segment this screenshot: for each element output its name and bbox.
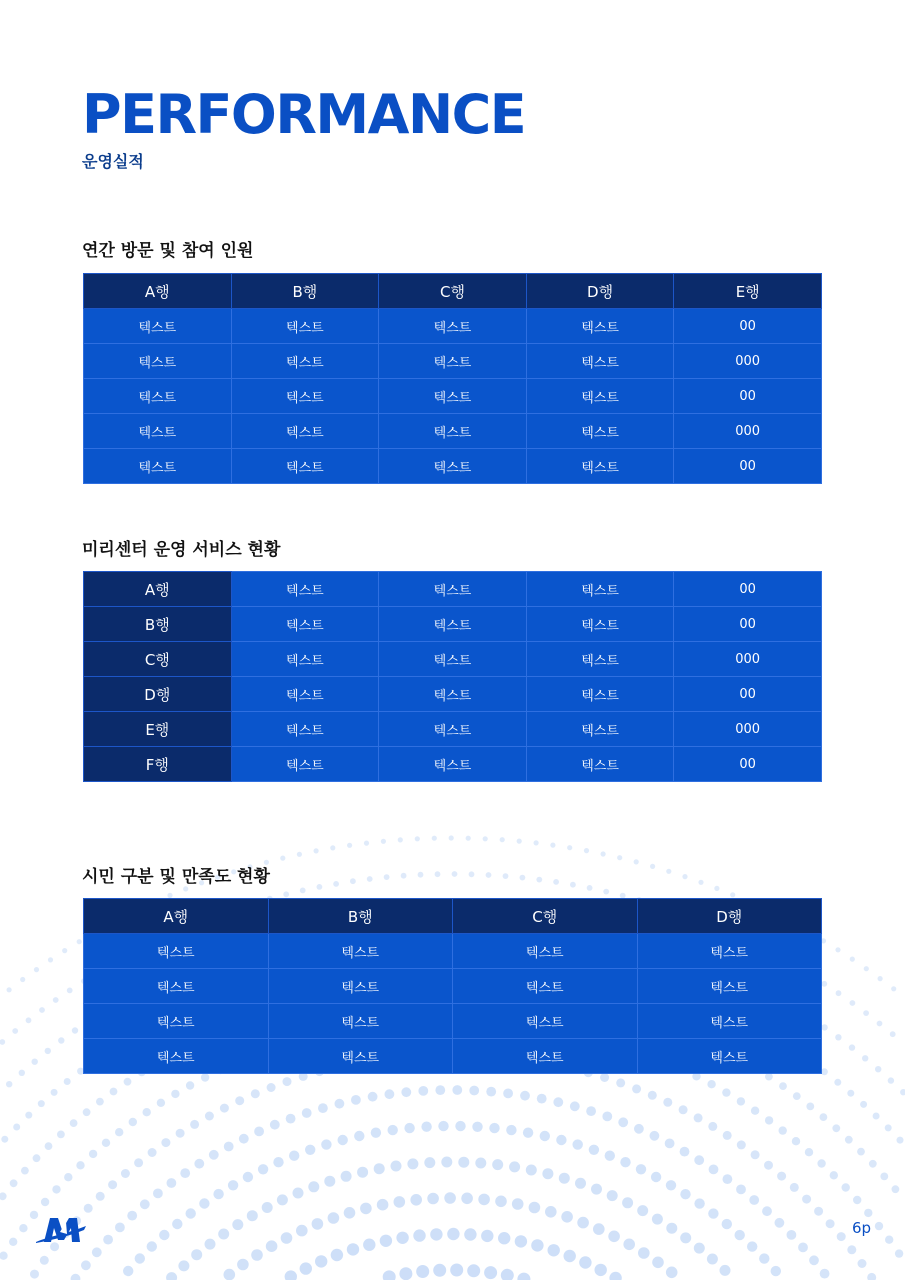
table-cell: 텍스트 <box>526 309 674 344</box>
annual-visitors-table <box>83 273 822 484</box>
table-cell: 텍스트 <box>268 969 453 1004</box>
table-cell: 텍스트 <box>526 414 674 449</box>
table-cell: 00 <box>674 607 822 642</box>
table-row <box>84 379 822 414</box>
table-cell: 텍스트 <box>231 712 379 747</box>
table-cell: 텍스트 <box>526 572 674 607</box>
table-row <box>84 449 822 484</box>
table-cell: 텍스트 <box>84 414 232 449</box>
table-cell: 텍스트 <box>379 449 527 484</box>
table-cell: 00 <box>674 309 822 344</box>
section-title-center-services: 미리센터 운영 서비스 현황 <box>82 540 281 560</box>
table-cell: 00 <box>674 677 822 712</box>
row-header: D행 <box>84 677 232 712</box>
table-cell: 텍스트 <box>379 677 527 712</box>
table-cell: 텍스트 <box>526 747 674 782</box>
table-cell: 텍스트 <box>379 747 527 782</box>
table-row <box>84 1004 822 1039</box>
table-header-row <box>84 274 822 309</box>
table-cell: 000 <box>674 712 822 747</box>
table-cell: 00 <box>674 572 822 607</box>
table-cell: 000 <box>674 344 822 379</box>
table-cell: 텍스트 <box>453 1039 638 1074</box>
table-cell: 텍스트 <box>453 969 638 1004</box>
table-row <box>84 607 822 642</box>
table-cell: 텍스트 <box>637 934 822 969</box>
table-cell: 텍스트 <box>526 677 674 712</box>
table-cell: 텍스트 <box>526 712 674 747</box>
table-cell: 텍스트 <box>379 712 527 747</box>
row-header: A행 <box>84 572 232 607</box>
page-title: PERFORMANCE <box>82 83 526 146</box>
table-cell: 텍스트 <box>84 379 232 414</box>
table-cell: 텍스트 <box>84 969 269 1004</box>
page-number: 6p <box>852 1219 872 1237</box>
table-cell: 텍스트 <box>268 1004 453 1039</box>
page-subtitle: 운영실적 <box>82 152 144 171</box>
row-header: B행 <box>84 607 232 642</box>
table-cell: 텍스트 <box>231 607 379 642</box>
table-cell: 텍스트 <box>453 934 638 969</box>
column-header: E행 <box>674 274 822 309</box>
table-row <box>84 934 822 969</box>
table-cell: 00 <box>674 379 822 414</box>
column-header: D행 <box>526 274 674 309</box>
table-cell: 텍스트 <box>379 309 527 344</box>
table-cell: 텍스트 <box>379 572 527 607</box>
brand-logo <box>36 1212 86 1248</box>
table-cell: 텍스트 <box>231 642 379 677</box>
table-cell: 텍스트 <box>453 1004 638 1039</box>
table-cell: 텍스트 <box>231 677 379 712</box>
table-row <box>84 1039 822 1074</box>
row-header: F행 <box>84 747 232 782</box>
table-cell: 텍스트 <box>637 1004 822 1039</box>
table-cell: 텍스트 <box>231 414 379 449</box>
table-cell: 텍스트 <box>379 414 527 449</box>
column-header: C행 <box>379 274 527 309</box>
table-row <box>84 677 822 712</box>
table-row <box>84 969 822 1004</box>
table-cell: 텍스트 <box>84 344 232 379</box>
table-cell: 텍스트 <box>231 309 379 344</box>
table-cell: 텍스트 <box>379 642 527 677</box>
row-header: E행 <box>84 712 232 747</box>
table-row <box>84 747 822 782</box>
table-cell: 000 <box>674 414 822 449</box>
table-cell: 텍스트 <box>268 1039 453 1074</box>
column-header: C행 <box>453 899 638 934</box>
center-services-table <box>83 571 822 782</box>
table-cell: 텍스트 <box>526 642 674 677</box>
table-cell: 텍스트 <box>526 379 674 414</box>
table-cell: 000 <box>674 642 822 677</box>
section-title-annual-visitors: 연간 방문 및 참여 인원 <box>82 241 254 261</box>
table-row <box>84 309 822 344</box>
table-cell: 00 <box>674 449 822 484</box>
table-cell: 텍스트 <box>231 379 379 414</box>
table-header-row <box>84 899 822 934</box>
table-cell: 텍스트 <box>379 607 527 642</box>
table-cell: 00 <box>674 747 822 782</box>
table-cell: 텍스트 <box>526 344 674 379</box>
table-cell: 텍스트 <box>231 344 379 379</box>
table-cell: 텍스트 <box>84 934 269 969</box>
table-cell: 텍스트 <box>231 747 379 782</box>
column-header: B행 <box>268 899 453 934</box>
table-cell: 텍스트 <box>84 1004 269 1039</box>
column-header: A행 <box>84 899 269 934</box>
column-header: A행 <box>84 274 232 309</box>
table-cell: 텍스트 <box>526 607 674 642</box>
table-cell: 텍스트 <box>231 449 379 484</box>
table-cell: 텍스트 <box>637 1039 822 1074</box>
table-cell: 텍스트 <box>84 1039 269 1074</box>
column-header: B행 <box>231 274 379 309</box>
table-row <box>84 414 822 449</box>
table-cell: 텍스트 <box>231 572 379 607</box>
table-row <box>84 572 822 607</box>
table-row <box>84 344 822 379</box>
table-row <box>84 642 822 677</box>
table-cell: 텍스트 <box>84 449 232 484</box>
table-cell: 텍스트 <box>526 449 674 484</box>
row-header: C행 <box>84 642 232 677</box>
section-title-citizen-satisfaction: 시민 구분 및 만족도 현황 <box>82 867 270 887</box>
table-cell: 텍스트 <box>84 309 232 344</box>
table-cell: 텍스트 <box>268 934 453 969</box>
table-cell: 텍스트 <box>379 344 527 379</box>
table-cell: 텍스트 <box>637 969 822 1004</box>
column-header: D행 <box>637 899 822 934</box>
citizen-satisfaction-table <box>83 898 822 1074</box>
table-cell: 텍스트 <box>379 379 527 414</box>
table-row <box>84 712 822 747</box>
